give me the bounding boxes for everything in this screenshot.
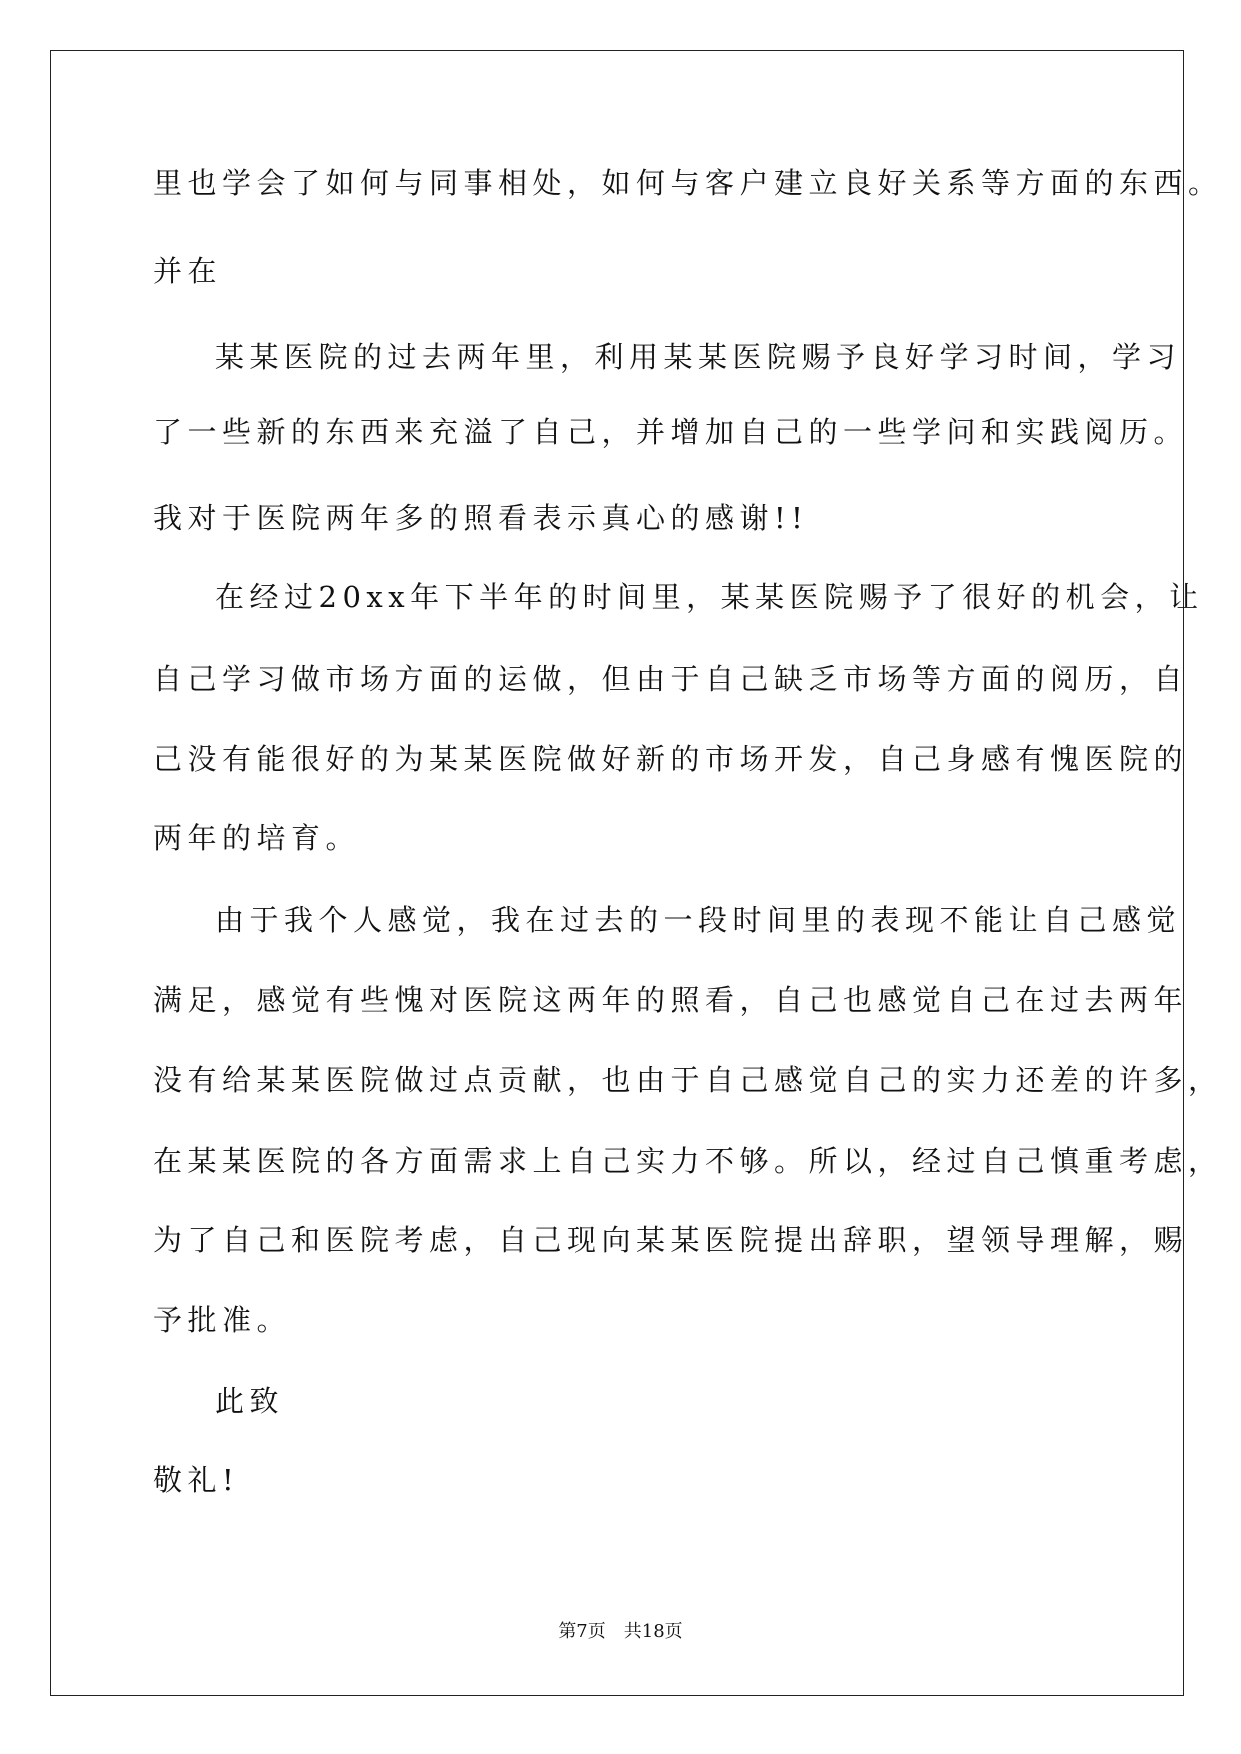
- text-line-9: 两年的培育。: [153, 821, 361, 855]
- text-line-2: 并在: [153, 254, 223, 288]
- text-line-7: 自己学习做市场方面的运做，但由于自己缺乏市场等方面的阅历，自: [153, 662, 1189, 696]
- text-line-5: 我对于医院两年多的照看表示真心的感谢!!: [153, 501, 809, 535]
- page-number-footer: 第7页 共18页: [558, 1621, 683, 1642]
- text-line-13: 在某某医院的各方面需求上自己实力不够。所以，经过自己慎重考虑，: [153, 1144, 1223, 1178]
- text-line-16: 此致: [215, 1384, 285, 1418]
- text-line-3: 某某医院的过去两年里，利用某某医院赐予良好学习时间，学习: [215, 340, 1182, 374]
- text-line-14: 为了自己和医院考虑，自己现向某某医院提出辞职，望领导理解，赐: [153, 1223, 1189, 1257]
- text-line-11: 满足，感觉有些愧对医院这两年的照看，自己也感觉自己在过去两年: [153, 983, 1189, 1017]
- text-line-12: 没有给某某医院做过点贡献，也由于自己感觉自己的实力还差的许多，: [153, 1063, 1223, 1097]
- text-line-17: 敬礼!: [153, 1463, 240, 1497]
- text-line-15: 予批准。: [153, 1303, 292, 1337]
- text-line-4: 了一些新的东西来充溢了自己，并增加自己的一些学问和实践阅历。: [153, 415, 1189, 449]
- text-line-8: 己没有能很好的为某某医院做好新的市场开发，自己身感有愧医院的: [153, 742, 1189, 776]
- text-line-10: 由于我个人感觉，我在过去的一段时间里的表现不能让自己感觉: [215, 903, 1182, 937]
- page-frame: [50, 50, 1184, 1696]
- text-line-6: 在经过20xx年下半年的时间里，某某医院赐予了很好的机会，让: [215, 580, 1204, 614]
- text-line-1: 里也学会了如何与同事相处，如何与客户建立良好关系等方面的东西。: [153, 166, 1223, 200]
